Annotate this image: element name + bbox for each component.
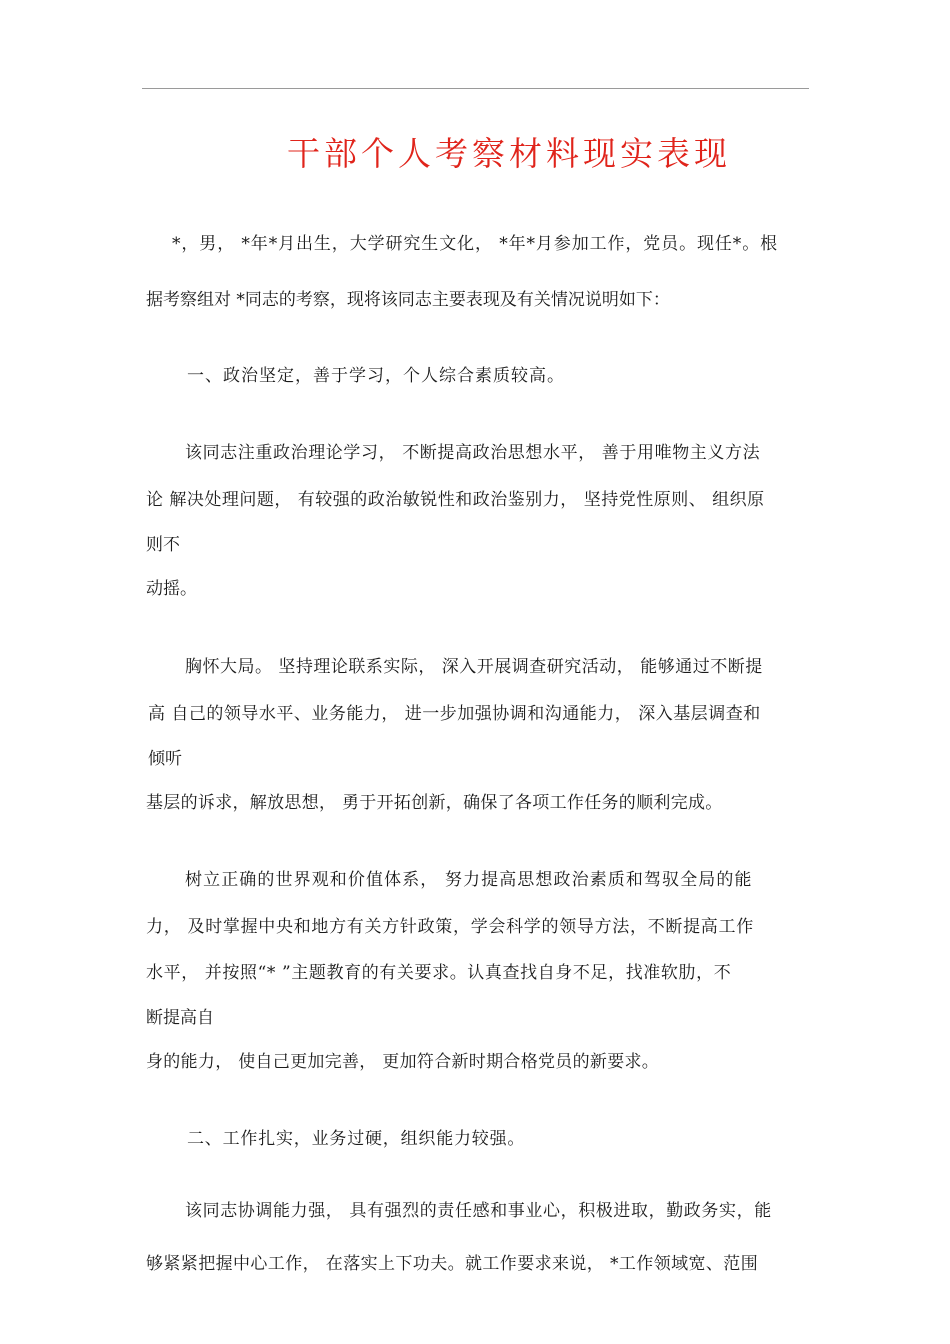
paragraph-line: 够紧紧把握中心工作， 在落实上下功夫。就工作要求来说， *工作领域宽、范围 [146, 1254, 759, 1274]
paragraph-line: 该同志协调能力强， 具有强烈的责任感和事业心，积极进取，勤政务实，能 [185, 1201, 772, 1221]
paragraph-line: 高 自己的领导水平、业务能力， 进一步加强协调和沟通能力， 深入基层调查和 [148, 704, 761, 724]
paragraph-line: 据考察组对 *同志的考察，现将该同志主要表现及有关情况说明如下： [146, 290, 670, 310]
paragraph-line: 断提高自 [146, 1008, 214, 1028]
document-title: 干部个人考察材料现实表现 [287, 134, 731, 173]
paragraph-line: 胸怀大局。 坚持理论联系实际， 深入开展调查研究活动， 能够通过不断提 [185, 657, 763, 677]
section-heading: 二、工作扎实，业务过硬，组织能力较强。 [187, 1129, 526, 1149]
paragraph-line: 树立正确的世界观和价值体系， 努力提高思想政治素质和驾驭全局的能 [185, 870, 753, 890]
paragraph-line: 动摇。 [146, 579, 197, 599]
paragraph-line: 则不 [146, 535, 180, 555]
paragraph-line: 身的能力， 使自己更加完善， 更加符合新时期合格党员的新要求。 [146, 1052, 660, 1072]
header-rule [142, 88, 809, 89]
paragraph-line: 该同志注重政治理论学习， 不断提高政治思想水平， 善于用唯物主义方法 [185, 443, 761, 463]
paragraph-line: 基层的诉求，解放思想， 勇于开拓创新，确保了各项工作任务的顺利完成。 [146, 793, 723, 813]
paragraph-line: *，男， *年*月出生，大学研究生文化， *年*月参加工作，党员。现任*。根 [172, 234, 779, 254]
paragraph-line: 力， 及时掌握中央和地方有关方针政策，学会科学的领导方法，不断提高工作 [146, 917, 754, 937]
paragraph-line: 论 解决处理问题， 有较强的政治敏锐性和政治鉴别力， 坚持党性原则、 组织原 [146, 490, 765, 510]
section-heading: 一、政治坚定，善于学习，个人综合素质较高。 [187, 366, 565, 386]
paragraph-line: 水平， 并按照“* ”主题教育的有关要求。认真查找自身不足，找准软肋，不 [146, 963, 732, 983]
paragraph-line: 倾听 [148, 749, 182, 769]
